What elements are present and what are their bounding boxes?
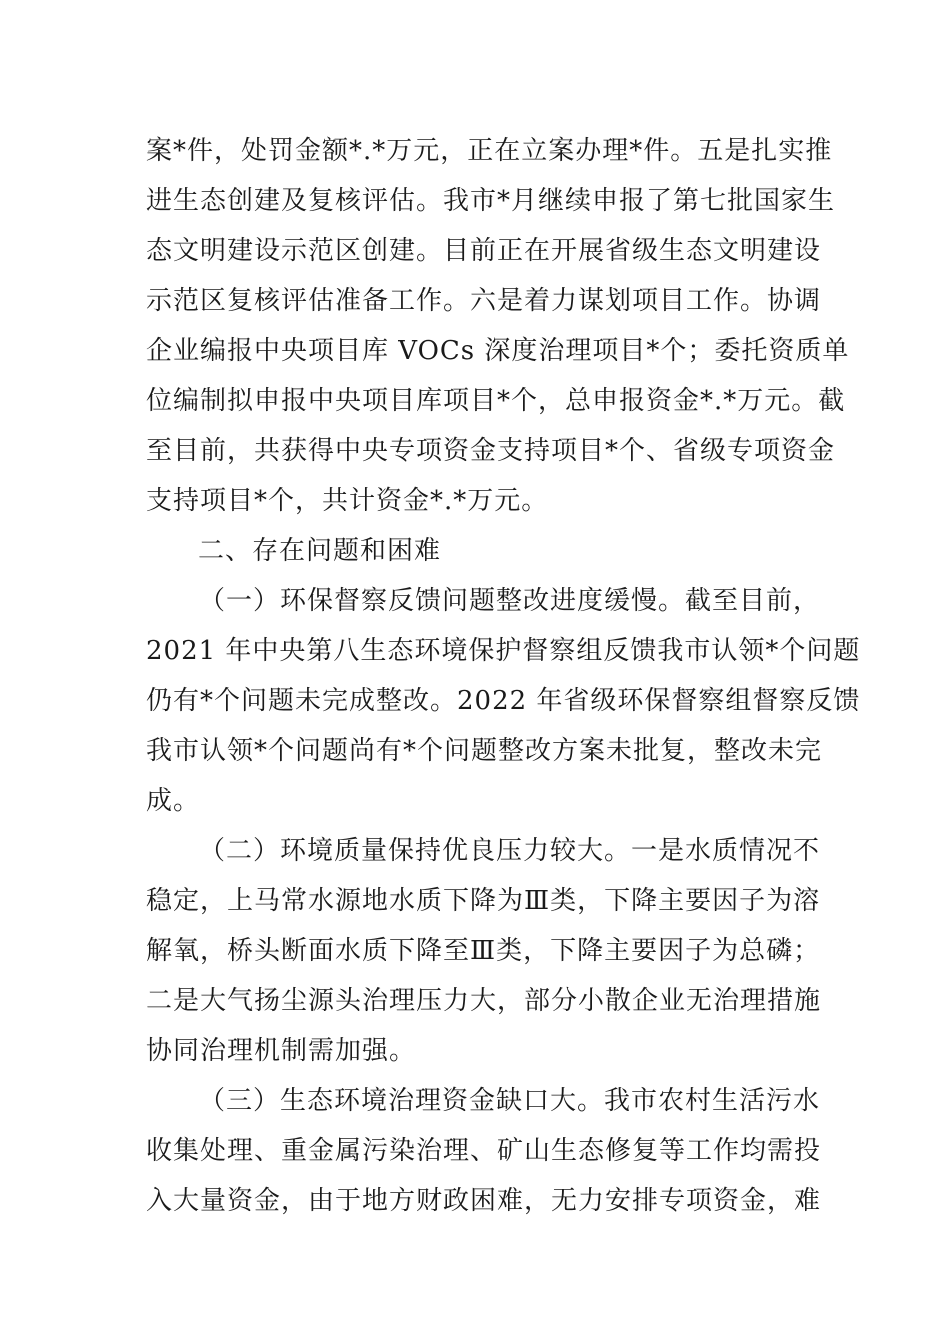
paragraph-line: 我市认领*个问题尚有*个问题整改方案未批复，整改未完: [146, 736, 823, 766]
section-heading: 二、存在问题和困难: [198, 536, 442, 566]
paragraph-line: 2021 年中央第八生态环境保护督察组反馈我市认领*个问题: [146, 636, 861, 666]
paragraph-line: 至目前，共获得中央专项资金支持项目*个、省级专项资金: [146, 436, 836, 466]
paragraph-line: 示范区复核评估准备工作。六是着力谋划项目工作。协调: [146, 286, 822, 316]
paragraph-line: 协同治理机制需加强。: [146, 1036, 417, 1066]
paragraph-line: 解氧，桥头断面水质下降至Ⅲ类，下降主要因子为总磷；: [146, 936, 821, 966]
paragraph-line: 稳定，上马常水源地水质下降为Ⅲ类，下降主要因子为溶: [146, 886, 821, 916]
paragraph-line: 成。: [146, 786, 201, 816]
paragraph-line: 入大量资金，由于地方财政困难，无力安排专项资金，难: [146, 1186, 822, 1216]
subsection-heading-line: （三）生态环境治理资金缺口大。我市农村生活污水: [199, 1086, 821, 1116]
paragraph-line: 企业编报中央项目库 VOCs 深度治理项目*个；委托资质单: [146, 336, 850, 366]
paragraph-line: 案*件，处罚金额*.*万元，正在立案办理*件。五是扎实推: [146, 136, 833, 166]
paragraph-line: 收集处理、重金属污染治理、矿山生态修复等工作均需投: [146, 1136, 822, 1166]
paragraph-line: 态文明建设示范区创建。目前正在开展省级生态文明建设: [146, 236, 822, 266]
paragraph-line: 仍有*个问题未完成整改。2022 年省级环保督察组督察反馈: [146, 686, 861, 716]
subsection-heading-line: （二）环境质量保持优良压力较大。一是水质情况不: [199, 836, 821, 866]
paragraph-line: 支持项目*个，共计资金*.*万元。: [146, 486, 549, 516]
paragraph-line: 进生态创建及复核评估。我市*月继续申报了第七批国家生: [146, 186, 836, 216]
subsection-heading-line: （一）环保督察反馈问题整改进度缓慢。截至目前，: [199, 586, 821, 616]
paragraph-line: 二是大气扬尘源头治理压力大，部分小散企业无治理措施: [146, 986, 822, 1016]
paragraph-line: 位编制拟申报中央项目库项目*个，总申报资金*.*万元。截: [146, 386, 846, 416]
